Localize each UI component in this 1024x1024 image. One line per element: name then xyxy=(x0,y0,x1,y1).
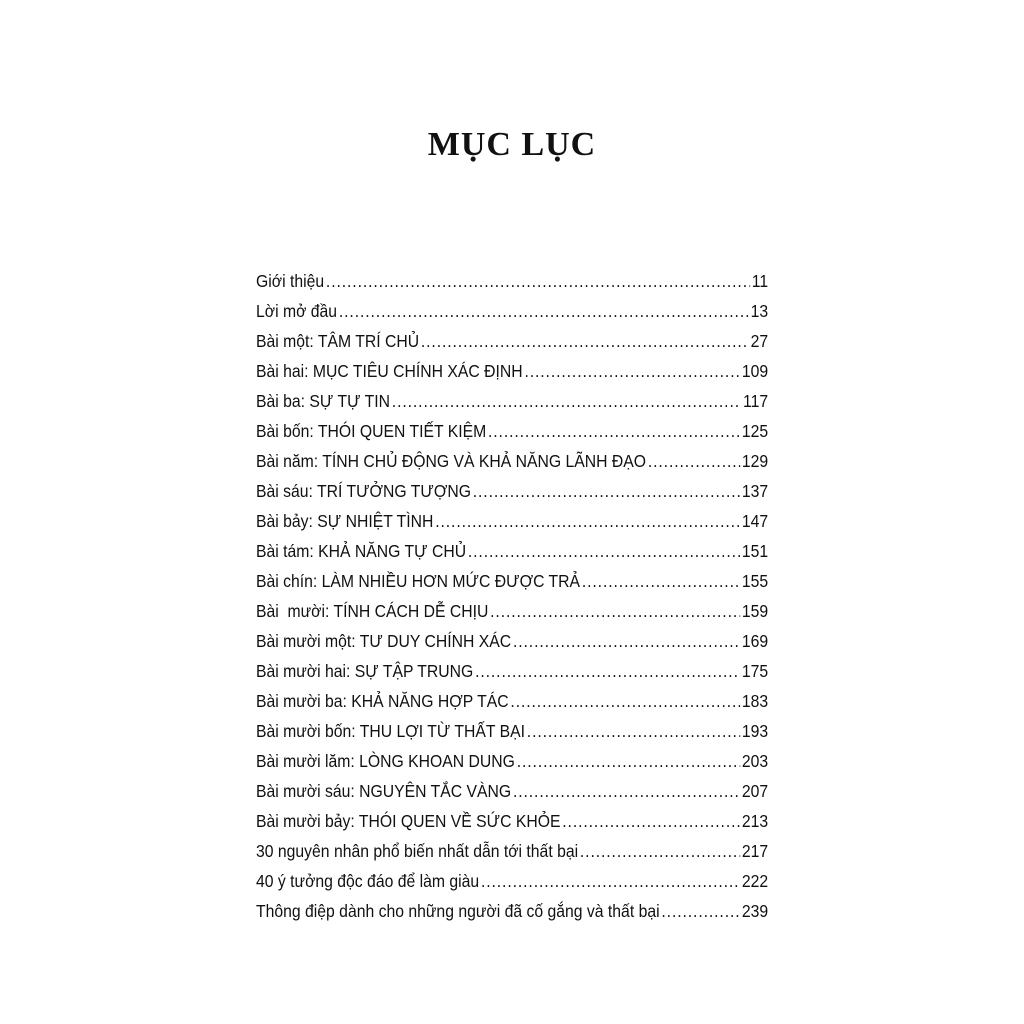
toc-entry xyxy=(256,716,768,746)
toc-entry-page: 147 xyxy=(741,511,769,531)
toc-entry-page: 239 xyxy=(741,901,769,921)
toc-entry xyxy=(256,296,768,326)
dot-leader xyxy=(435,506,740,536)
dot-leader xyxy=(510,686,740,716)
dot-leader xyxy=(527,716,740,746)
toc-entry xyxy=(256,896,768,926)
toc-entry-page: 217 xyxy=(741,841,769,861)
toc-entry-label: Bài mười bảy: THÓI QUEN VỀ SỨC KHỎE xyxy=(256,811,561,831)
toc-entry-page: 213 xyxy=(741,811,769,831)
toc-entry xyxy=(256,626,768,656)
toc-entry xyxy=(256,476,768,506)
toc-entry xyxy=(256,506,768,536)
toc-entry-page: 27 xyxy=(750,331,769,351)
toc-entry xyxy=(256,836,768,866)
dot-leader xyxy=(339,296,749,326)
dot-leader xyxy=(661,896,740,926)
toc-entry-label: Bài mười sáu: NGUYÊN TẮC VÀNG xyxy=(256,781,512,801)
toc-entry-label: 30 nguyên nhân phổ biến nhất dẫn tới thất bại xyxy=(256,841,579,861)
dot-leader xyxy=(580,836,740,866)
toc-entry xyxy=(256,326,768,356)
dot-leader xyxy=(481,866,740,896)
toc-entry xyxy=(256,596,768,626)
toc-entry-page: 129 xyxy=(741,451,769,471)
toc-entry xyxy=(256,776,768,806)
toc-entry-page: 155 xyxy=(741,571,769,591)
toc-entry-page: 11 xyxy=(751,271,769,291)
toc-entry-label: Bài chín: LÀM NHIỀU HƠN MỨC ĐƯỢC TRẢ xyxy=(256,571,581,591)
toc-entry-page: 183 xyxy=(741,691,769,711)
toc-entry xyxy=(256,656,768,686)
dot-leader xyxy=(517,746,740,776)
toc-entry-label: Bài ba: SỰ TỰ TIN xyxy=(256,391,391,411)
dot-leader xyxy=(582,566,740,596)
toc-entry-label: Bài mười lăm: LÒNG KHOAN DUNG xyxy=(256,751,515,771)
dot-leader xyxy=(562,806,740,836)
toc-entry xyxy=(256,746,768,776)
toc-entry-label: Bài bảy: SỰ NHIỆT TÌNH xyxy=(256,511,434,531)
toc-entry xyxy=(256,536,768,566)
toc-entry-page: 151 xyxy=(741,541,769,561)
toc-entry-label: Bài mười một: TƯ DUY CHÍNH XÁC xyxy=(256,631,512,651)
toc-entry-page: 207 xyxy=(741,781,769,801)
toc-entry-label: Bài mười: TÍNH CÁCH DỄ CHỊU xyxy=(256,601,489,621)
toc-entry-page: 222 xyxy=(741,871,769,891)
toc-entry-label: Bài hai: MỤC TIÊU CHÍNH XÁC ĐỊNH xyxy=(256,361,523,381)
dot-leader xyxy=(475,656,740,686)
dot-leader xyxy=(473,476,740,506)
toc-entry xyxy=(256,266,768,296)
toc-entry-page: 175 xyxy=(741,661,769,681)
toc-entry-page: 125 xyxy=(741,421,769,441)
toc-entry-label: Giới thiệu xyxy=(256,271,325,291)
dot-leader xyxy=(490,596,740,626)
toc-entry xyxy=(256,686,768,716)
toc-entry xyxy=(256,446,768,476)
toc-entry-label: Bài bốn: THÓI QUEN TIẾT KIỆM xyxy=(256,421,487,441)
toc-entry-page: 203 xyxy=(741,751,769,771)
toc-entry-page: 159 xyxy=(741,601,769,621)
toc-entry-page: 137 xyxy=(741,481,769,501)
toc-entry-label: Thông điệp dành cho những người đã cố gắng và thất bại xyxy=(256,901,660,921)
toc-entry-label: Bài sáu: TRÍ TƯỞNG TƯỢNG xyxy=(256,481,471,501)
toc-entry-label: Bài tám: KHẢ NĂNG TỰ CHỦ xyxy=(256,541,467,561)
toc-entry-page: 13 xyxy=(750,301,769,321)
toc-entry-label: Bài năm: TÍNH CHỦ ĐỘNG VÀ KHẢ NĂNG LÃNH ĐẠO xyxy=(256,451,647,471)
toc-entry-label: 40 ý tưởng độc đáo để làm giàu xyxy=(256,871,480,891)
dot-leader xyxy=(488,416,740,446)
toc-entry-label: Bài mười bốn: THU LỢI TỪ THẤT BẠI xyxy=(256,721,526,741)
toc-entry-page: 109 xyxy=(741,361,769,381)
toc-entry-label: Lời mở đầu xyxy=(256,301,338,321)
toc-entry-label: Bài một: TÂM TRÍ CHỦ xyxy=(256,331,420,351)
page-title: MỤC LỤC xyxy=(427,126,597,163)
toc-entry xyxy=(256,356,768,386)
toc-entry-label: Bài mười hai: SỰ TẬP TRUNG xyxy=(256,661,474,681)
toc-entry xyxy=(256,416,768,446)
toc-entry xyxy=(256,806,768,836)
dot-leader xyxy=(468,536,740,566)
dot-leader xyxy=(524,356,740,386)
toc-entry-label: Bài mười ba: KHẢ NĂNG HỢP TÁC xyxy=(256,691,509,711)
dot-leader xyxy=(513,776,740,806)
toc-entry xyxy=(256,866,768,896)
toc-entry-page: 193 xyxy=(741,721,769,741)
toc-entry xyxy=(256,566,768,596)
table-of-contents xyxy=(256,266,768,926)
dot-leader xyxy=(648,446,740,476)
toc-entry-page: 169 xyxy=(741,631,769,651)
toc-entry-page: 117 xyxy=(742,391,769,411)
dot-leader xyxy=(326,266,750,296)
dot-leader xyxy=(421,326,749,356)
dot-leader xyxy=(513,626,740,656)
dot-leader xyxy=(392,386,741,416)
toc-entry xyxy=(256,386,768,416)
